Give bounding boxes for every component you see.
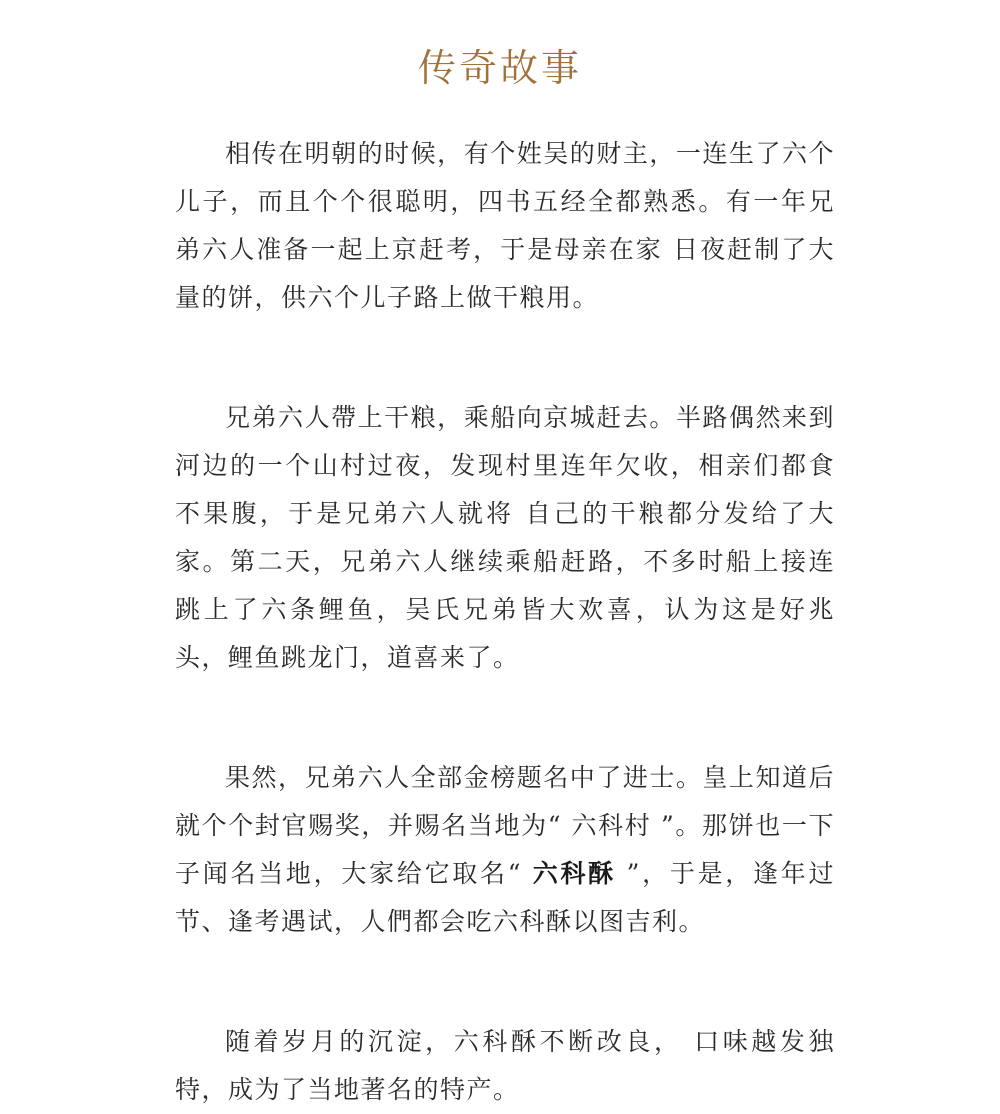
paragraph-3-text-a: 果然，兄弟六人全部金榜题名中了进士。皇上知道后就个个封官赐奖，并赐名当地为“ 六科村 ”。那饼也一下子闻名当地，大家给它取名“ [175,763,835,888]
paragraph-3-text-b: ”，于是，逢年过节、逢考遇试，人們都会吃六科酥以图吉利。 [175,859,835,936]
story-body [175,130,835,1114]
paragraph-2: 兄弟六人帶上干粮，乘船向京城赶去。半路偶然来到河边的一个山村过夜，发现村里连年欠收，相亲们都食不果腹，于是兄弟六人就将 自己的干粮都分发给了大家。第二天，兄弟六人继续乘船赶路，不多时船上接连跳上了六条鲤鱼，吴氏兄弟皆大欢喜，认为这是好兆头，鲤鱼跳龙门，道喜来了。 [175,403,835,672]
paragraph-4: 随着岁月的沉淀，六科酥不断改良， 口味越发独特，成为了当地著名的特产。 [175,1027,835,1104]
paragraph-3 [175,754,835,946]
paragraph-1: 相传在明朝的时候，有个姓吴的财主，一连生了六个儿子，而且个个很聪明，四书五经全都熟悉。有一年兄弟六人准备一起上京赶考，于是母亲在家 日夜赶制了大量的饼，供六个儿子路上做干粮用。 [175,139,835,312]
page-title: 传奇故事 [417,46,582,90]
product-name-highlight: 六科酥 [532,859,616,888]
